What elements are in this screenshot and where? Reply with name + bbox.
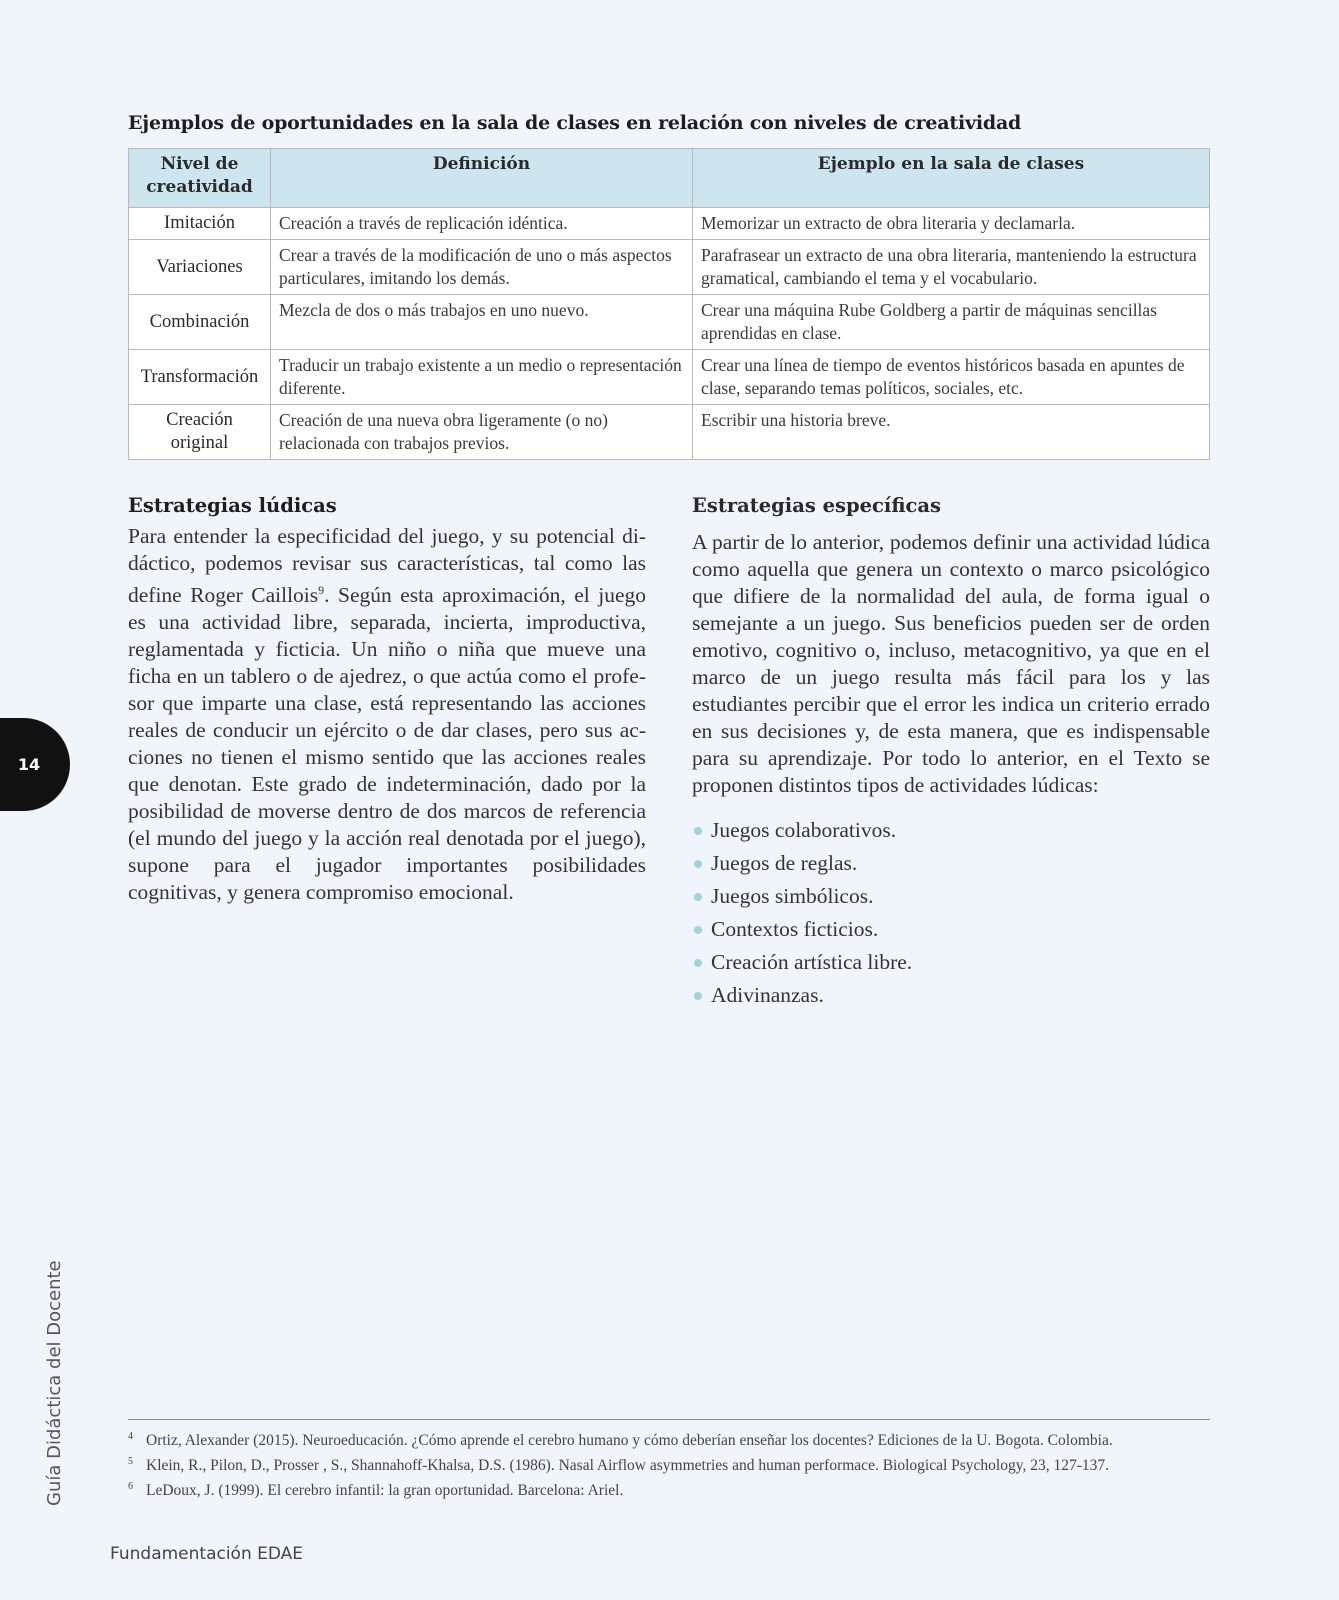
cell-definition: Traducir un trabajo existente a un medio o representación diferente.	[271, 350, 693, 405]
left-column	[128, 494, 646, 906]
right-paragraph: A partir de lo anterior, podemos definir una actividad lúdica como aquella que genera un contexto o marco psicológico que difiere de la normalidad del aula, de forma igual o semejante a un juego. Sus beneficios pueden ser de orden emotivo, cognitivo o, incluso, metacognitivo, ya que en el marco de un juego resulta más fácil para los y las estudiantes percibir que el error les indica un criterio errado en sus decisiones y, de esta manera, que es indispensable para su aprendizaje. Por todo lo anterior, en el Texto se proponen distintos tipos de actividades lúdicas:	[692, 530, 1210, 797]
header-definition: Definición	[271, 149, 693, 208]
table-row	[129, 405, 1210, 460]
section-heading-estrategias-especificas: Estrategias específicas	[692, 494, 941, 517]
footnote	[128, 1478, 1210, 1503]
list-item-text: Juegos simbólicos.	[711, 884, 874, 908]
cell-definition: Crear a través de la modificación de uno o más aspectos particulares, imitando los demás.	[271, 240, 693, 295]
cell-definition: Creación de una nueva obra ligeramente (o no) relacionada con trabajos previos.	[271, 405, 693, 460]
cell-level: Combinación	[129, 295, 271, 350]
page-footer: Fundamentación EDAE	[110, 1544, 304, 1564]
paragraph-text-before-footnote: Para entender la especificidad del juego, y su potencial didáctico, podemos revisar sus características, tal como las define Roger Caillois	[128, 524, 646, 608]
footnote-number: 4	[128, 1431, 133, 1442]
list-item	[692, 850, 1210, 877]
table-header-row	[129, 149, 1210, 208]
list-item-text: Contextos ficticios.	[711, 917, 879, 941]
list-item	[692, 916, 1210, 943]
cell-level: Imitación	[129, 208, 271, 240]
bullet-dot-icon	[694, 893, 702, 901]
cell-level: Creación original	[129, 405, 271, 460]
header-example: Ejemplo en la sala de clases	[693, 149, 1210, 208]
cell-definition: Mezcla de dos o más trabajos en uno nuevo.	[271, 295, 693, 350]
footnote-text: LeDoux, J. (1999). El cerebro infantil: la gran oportunidad. Barcelona: Ariel.	[146, 1482, 624, 1499]
cell-example: Crear una máquina Rube Goldberg a partir de máquinas sencillas aprendidas en clase.	[693, 295, 1210, 350]
table-row	[129, 295, 1210, 350]
cell-example: Memorizar un extracto de obra literaria y declamarla.	[693, 208, 1210, 240]
list-item	[692, 883, 1210, 910]
cell-example: Parafrasear un extracto de una obra literaria, manteniendo la estructura gramatical, cambiando el tema y el vocabulario.	[693, 240, 1210, 295]
paragraph-text-after-footnote: . Según esta aproximación, el juego es una actividad libre, separada, incierta, improductiva, reglamentada y ficticia. Un niño o niña que mueve una ficha en un tablero o de ajedrez, o que actúa como el profesor que imparte una clase, está representando las acciones reales de conducir un ejército o de dar clases, pero sus acciones no tienen el mismo sentido que las acciones reales que denotan. Este grado de indeterminación, dado por la posibilidad de moverse dentro de dos marcos de referencia (el mundo del juego y la acción real denotada por el juego), supone para el jugador importantes posibilidades cognitivas, y genera compromiso emocional.	[128, 583, 647, 905]
side-label: Guía Didáctica del Docente	[44, 1260, 65, 1506]
table-caption: Ejemplos de oportunidades en la sala de clases en relación con niveles de creatividad	[128, 112, 1022, 134]
cell-level: Variaciones	[129, 240, 271, 295]
activity-list	[692, 817, 1210, 1009]
creativity-table	[128, 148, 1210, 460]
cell-example: Escribir una historia breve.	[693, 405, 1210, 460]
page-number: 14	[17, 755, 41, 774]
header-level: Nivel de creatividad	[129, 149, 271, 208]
section-heading-estrategias-ludicas: Estrategias lúdicas	[128, 494, 337, 517]
bullet-dot-icon	[694, 992, 702, 1000]
bullet-dot-icon	[694, 926, 702, 934]
cell-level: Transformación	[129, 350, 271, 405]
list-item-text: Adivinanzas.	[711, 983, 824, 1007]
footnote	[128, 1428, 1210, 1453]
cell-definition: Creación a través de replicación idéntica.	[271, 208, 693, 240]
footnote-ref: 9	[318, 583, 325, 597]
table-row	[129, 208, 1210, 240]
list-item-text: Juegos de reglas.	[711, 851, 858, 875]
bullet-dot-icon	[694, 860, 702, 868]
cell-example: Crear una línea de tiempo de eventos históricos basada en apuntes de clase, separando temas políticos, sociales, etc.	[693, 350, 1210, 405]
right-column	[692, 494, 1210, 1015]
list-item	[692, 949, 1210, 976]
footnote-text: Ortiz, Alexander (2015). Neuroeducación. ¿Cómo aprende el cerebro humano y cómo deberían enseñar los docentes? Ediciones de la U. Bogota. Colombia.	[146, 1432, 1113, 1449]
list-item-text: Creación artística libre.	[711, 950, 913, 974]
footnote-divider	[128, 1419, 1210, 1420]
list-item	[692, 817, 1210, 844]
list-item	[692, 982, 1210, 1009]
bullet-dot-icon	[694, 959, 702, 967]
footnote	[128, 1453, 1210, 1478]
footnote-text: Klein, R., Pilon, D., Prosser , S., Shannahoff-Khalsa, D.S. (1986). Nasal Airflow asymmetries and human performace. Biological Psychology, 23, 127-137.	[146, 1457, 1110, 1474]
page-number-tab	[0, 718, 70, 811]
table-row	[129, 350, 1210, 405]
footnote-number: 6	[128, 1481, 133, 1492]
table-row	[129, 240, 1210, 295]
footnote-number: 5	[128, 1456, 133, 1467]
list-item-text: Juegos colaborativos.	[711, 818, 897, 842]
footnotes	[128, 1428, 1210, 1503]
left-paragraph	[128, 523, 646, 906]
bullet-dot-icon	[694, 827, 702, 835]
